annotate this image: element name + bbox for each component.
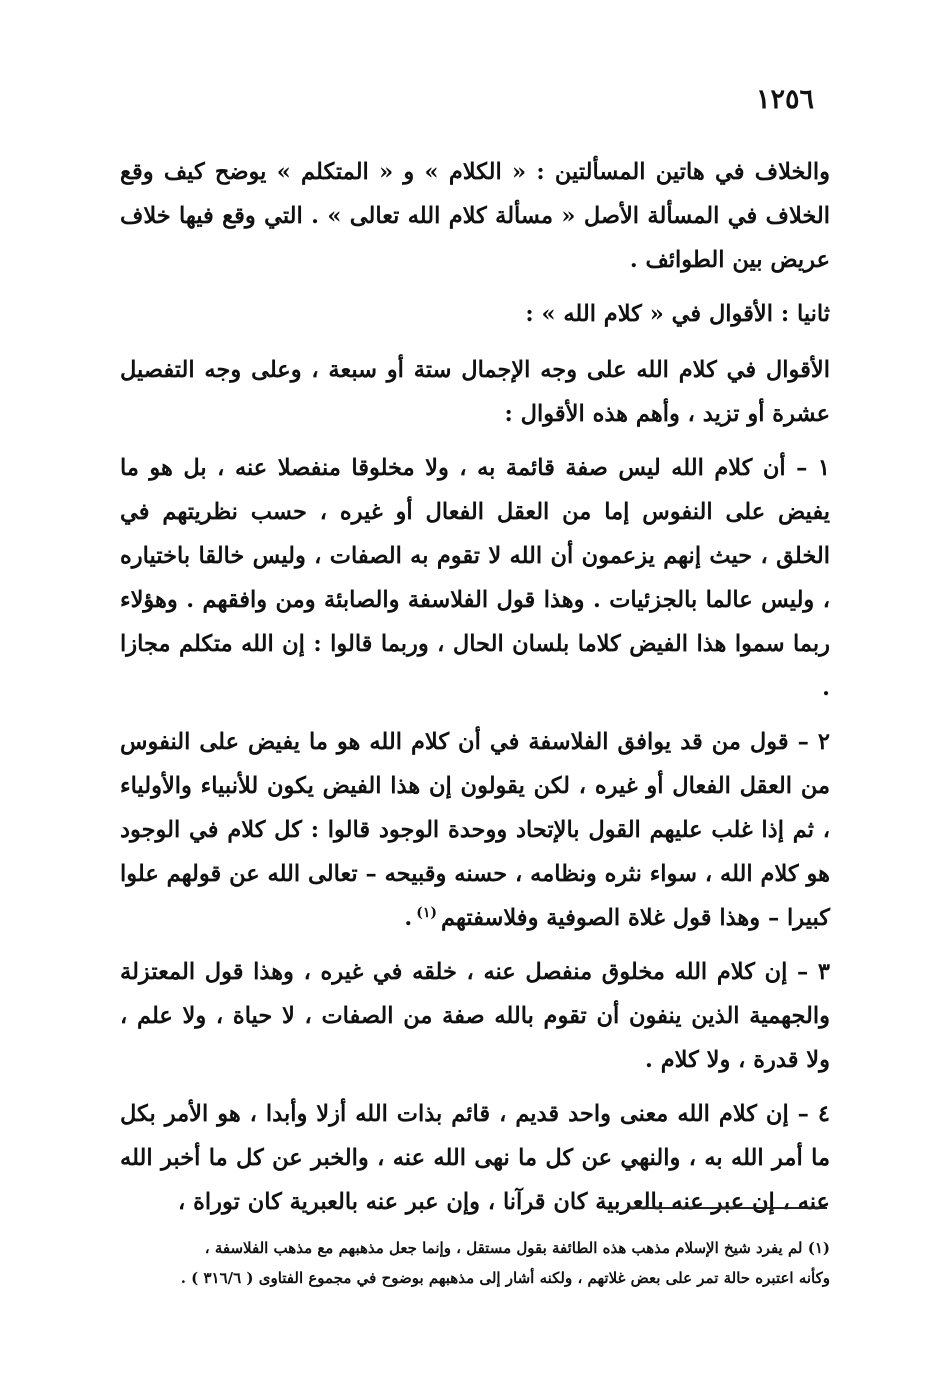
section-heading: ثانيا : الأقوال في « كلام الله » : bbox=[525, 301, 830, 327]
footnote-line: وكأنه اعتبره حالة تمر على بعض غلاتهم ، ولكنه أشار إلى مذهبهم بوضوح في مجموع الفتاوى ( ٣١٦/٦ ) . bbox=[180, 1269, 830, 1287]
paragraph-item-1: ١ – أن كلام الله ليس صفة قائمة به ، ولا مخلوقا منفصلا عنه ، بل هو ما يفيض على النفوس إما من العقل الفعال أو غيره ، حسب نظريتهم في الخلق ، حيث إنهم يزعمون أن الله لا تقوم به الصفات ، وليس خالقا باختياره ، وليس عالما بالجزئيات . وهذا قول الفلاسفة والصابئة ومن وافقهم . وهؤلاء ربما سموا هذا الفيض كلاما بلسان الحال ، وربما قالوا : إن الله متكلم مجازا . bbox=[120, 455, 830, 701]
paragraph-overview: الأقوال في كلام الله على وجه الإجمال ستة أو سبعة ، وعلى وجه التفصيل عشرة أو تزيد ، وأهم هذه الأقوال : bbox=[120, 357, 830, 427]
page-number: ١٢٥٦ bbox=[755, 84, 814, 115]
footnotes bbox=[120, 1233, 830, 1293]
paragraph-item-2-text: ٢ – قول من قد يوافق الفلاسفة في أن كلام الله هو ما يفيض على النفوس من العقل الفعال أو غيره ، لكن يقولون إن هذا الفيض يكون للأنبياء والأولياء ، ثم إذا غلب عليهم القول بالإتحاد ووحدة الوجود قالوا : كل كلام في الوجود هو كلام الله ، سواء نثره ونظامه ، حسنه وقبيحه – تعالى الله عن قولهم علوا كبيرا – وهذا قول غلاة الصوفية وفلاسفتهم bbox=[120, 729, 830, 931]
paragraph-item-3: ٣ – إن كلام الله مخلوق منفصل عنه ، خلقه في غيره ، وهذا قول المعتزلة والجهمية الذين ينفون أن تقوم بالله صفة من الصفات ، لا حياة ، ولا علم ، ولا قدرة ، ولا كلام . bbox=[120, 959, 830, 1073]
footnote-divider bbox=[627, 1207, 827, 1209]
paragraph-item-4: ٤ – إن كلام الله معنى واحد قديم ، قائم بذات الله أزلا وأبدا ، هو الأمر بكل ما أمر الله به ، والنهي عن كل ما نهى الله عنه ، والخبر عن كل ما أخبر الله عنه ، إن عبر عنه بالعربية كان قرآنا ، وإن عبر عنه بالعبرية كان توراة ، bbox=[120, 1101, 830, 1215]
footnote-reference[interactable]: (١) bbox=[416, 904, 438, 921]
body-text bbox=[120, 150, 830, 1234]
paragraph-item-2-end: . bbox=[404, 905, 413, 931]
paragraph-intro: والخلاف في هاتين المسألتين : « الكلام » و « المتكلم » يوضح كيف وقع الخلاف في المسألة الأصل « مسألة كلام الله تعالى » . التي وقع فيها خلاف عريض بين الطوائف . bbox=[120, 159, 830, 273]
paragraph-item-2 bbox=[120, 720, 830, 940]
footnote-line: (١) لم يفرد شيخ الإسلام مذهب هذه الطائفة بقول مستقل ، وإنما جعل مذهبهم مع مذهب الفلاسفة ، bbox=[204, 1239, 830, 1257]
